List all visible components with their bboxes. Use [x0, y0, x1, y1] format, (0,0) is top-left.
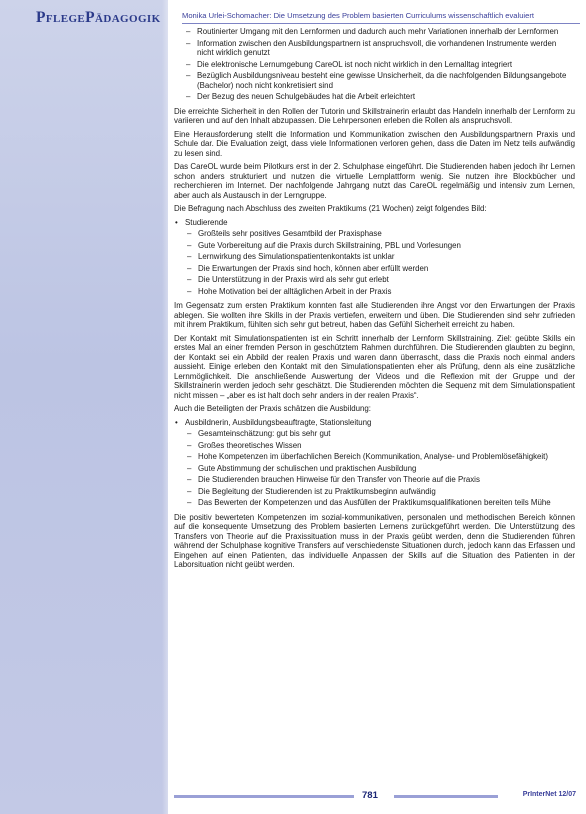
paragraph: Die Befragung nach Abschluss des zweiten Praktikums (21 Wochen) zeigt folgendes Bild: — [174, 204, 487, 213]
paragraph: Im Gegensatz zum ersten Praktikum konnten fast alle Studierenden ihre Angst vor den Erwartungen der Praxis ablegen. Sie wollten ihre Skills in der Praxis vertiefen, erweitern und üben. Die Studierenden sind sehr zufrieden mit ihrem Praktikum, fühlten sich sehr gut betreut, haben das Gefühl Sicherheit erreicht zu haben. — [174, 301, 575, 329]
page-number: 781 — [362, 790, 378, 801]
journal-issue: PrInterNet 12/07 — [522, 791, 576, 798]
list-item: – Bezüglich Ausbildungsniveau besteht eine gewisse Unsicherheit, da die nachfolgenden Bildungsangebote (Bachelor) noch nicht konkretisiert sind — [186, 71, 575, 90]
list-item: – Gute Abstimmung der schulischen und praktischen Ausbildung — [187, 464, 575, 474]
list-item: – Die Begleitung der Studierenden ist zu Praktikumsbeginn aufwändig — [187, 487, 575, 497]
list-item: – Der Bezug des neuen Schulgebäudes hat die Arbeit erleichtert — [186, 92, 575, 102]
paragraph: Auch die Beteiligten der Praxis schätzen die Ausbildung: — [174, 404, 371, 413]
list-item: – Lernwirkung des Simulationspatientenkontakts ist unklar — [187, 252, 575, 262]
article-body — [174, 27, 575, 787]
list-item: – Großes theoretisches Wissen — [187, 441, 575, 451]
list-item: – Die Erwartungen der Praxis sind hoch, können aber erfüllt werden — [187, 264, 575, 274]
paragraph: Die erreichte Sicherheit in den Rollen der Tutorin und Skillstrainerin erlaubt das Handeln innerhalb der Lernform zu variieren und auf den Inhalt abzupassen. Die Lehrpersonen erleben die Rollen als anspruchsvoll. — [174, 106, 575, 125]
list-item — [174, 418, 575, 508]
list-item: – Großteils sehr positives Gesamtbild der Praxisphase — [187, 229, 575, 239]
practice-sublist — [185, 429, 575, 508]
page-footer — [174, 790, 576, 802]
paragraph: Der Kontakt mit Simulationspatienten ist ein Schritt innerhalb der Lernform Skillstraining. Ziel: geübte Skills ein erstes Mal an einer fremden Person in geschütztem Rahmen durchführen. Die Studierenden glaubten zu beginn, der Kontakt sei ein Abbild der realen Praxis und waren dann überrascht, dass die Praxis noch einmal anders aussieht. Einige erleben den Kontakt mit den Simulationspatienten eher als Prüfung, denn als eine zusätzliche Lernmöglichkeit. Die anschließende Auswertung der Videos und die Reflexion mit der Gruppe und der Skillstrainerin werden jedoch sehr geschätzt. Die Studierenden möchten die Sequenz mit dem Simulationspatient nicht missen – „aber es ist halt doch sehr anders in der realen Praxis“. — [174, 333, 575, 400]
running-header: Monika Urlei-Schomacher: Die Umsetzung des Problem basierten Curriculums wissenschaftlich evaluiert — [182, 11, 580, 24]
footer-rule — [174, 795, 354, 798]
intro-list — [174, 27, 575, 102]
list-item: – Die elektronische Lernumgebung CareOL ist noch nicht wirklich in den Lernalltag integriert — [186, 60, 575, 70]
list-item: – Hohe Motivation bei der alltäglichen Arbeit in der Praxis — [187, 287, 575, 297]
list-item: – Die Unterstützung in der Praxis wird als sehr gut erlebt — [187, 275, 575, 285]
list-item: – Gesamteinschätzung: gut bis sehr gut — [187, 429, 575, 439]
list-item: – Gute Vorbereitung auf die Praxis durch Skillstraining, PBL und Vorlesungen — [187, 241, 575, 251]
journal-logo: PflegePädagogik — [36, 9, 161, 26]
list-item: – Hohe Kompetenzen im überfachlichen Bereich (Kommunikation, Analyse- und Problemlösefähigkeit) — [187, 452, 575, 462]
students-list — [174, 218, 575, 297]
paragraph: Das CareOL wurde beim Pilotkurs erst in der 2. Schulphase eingeführt. Die Studierenden haben jedoch ihr Lernen schon anders strukturiert und nutzen die virtuelle Lernplattform wenig. Sie nutzen ihre Blockbücher und recherchieren im Internet. Der nachfolgende Jahrgang nutzt das CareOL regelmäßig und intensiv zum Lernen, aber auch als Austausch in der Lerngruppe. — [174, 162, 575, 200]
paragraph: Die positiv bewerteten Kompetenzen im sozial-kommunikativen, personalen und methodischen Bereich können auf die konsequente Umsetzung des Problem basierten Lernens zurückgeführt werden. Die Unterstützung des Transfers von Theorie auf die Praxissituation muss in der Praxis geübt werden, denn die Studierenden führen während der Schulphase kognitive Transfers auf verschiedenste Situationen durch, jedoch kann das Erfassen und Eingehen auf einen Patienten, das individuelle Anpassen der Skills auf die Situation des Patienten in der Laborsituation nicht geübt werden. — [174, 512, 575, 569]
list-item: – Das Bewerten der Kompetenzen und das Ausfüllen der Praktikumsqualifikationen bereiten teils Mühe — [187, 498, 575, 508]
students-sublist — [185, 229, 575, 296]
practice-list — [174, 418, 575, 508]
students-heading: Studierende — [185, 217, 228, 227]
list-item — [174, 218, 575, 297]
practice-heading: Ausbildnerin, Ausbildungsbeauftragte, Stationsleitung — [185, 417, 372, 427]
side-panel — [0, 0, 168, 814]
paragraph: Eine Herausforderung stellt die Information und Kommunikation zwischen den Ausbildungspartnern Praxis und Schule dar. Die Evaluation zeigt, dass viele Informationen verloren gehen, dass die Daten im Netz teils aufwändig zu lesen sind. — [174, 129, 575, 158]
list-item: – Routinierter Umgang mit den Lernformen und dadurch auch mehr Variationen innerhalb der Lernformen — [186, 27, 575, 37]
list-item: – Die Studierenden brauchen Hinweise für den Transfer von Theorie auf die Praxis — [187, 475, 575, 485]
list-item: – Information zwischen den Ausbildungspartnern ist anspruchsvoll, die vorhandenen Instrumente werden nicht wirklich genutzt — [186, 39, 575, 58]
footer-rule — [394, 795, 498, 798]
